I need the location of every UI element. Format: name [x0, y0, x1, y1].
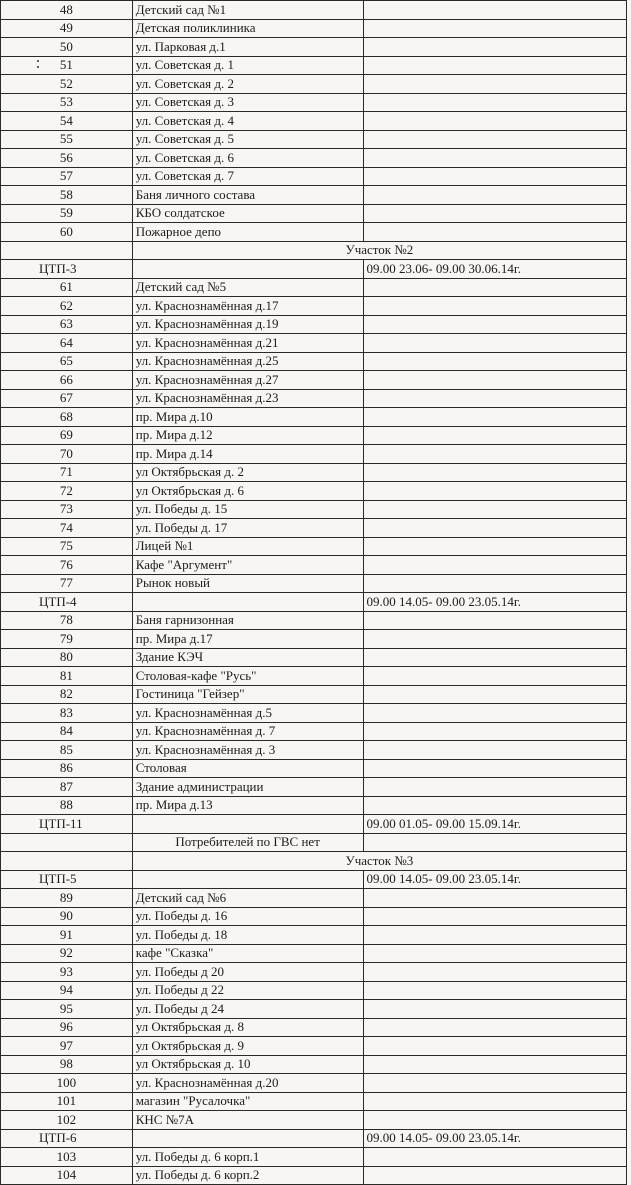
- station-blank-cell: [132, 260, 363, 279]
- row-number-cell: 55: [1, 130, 133, 149]
- consumer-name-cell: ул Октябрьская д. 6: [132, 482, 363, 501]
- table-row: [1, 297, 627, 316]
- outage-period-cell: 09.00 14.05- 09.00 23.05.14г.: [363, 1129, 626, 1148]
- table-row: [1, 981, 627, 1000]
- period-cell: [363, 574, 626, 593]
- period-cell: [363, 981, 626, 1000]
- consumer-name-cell: ул. Краснознамённая д. 7: [132, 722, 363, 741]
- period-cell: [363, 297, 626, 316]
- row-number-cell: 69: [1, 426, 133, 445]
- scan-speck: [37, 66, 39, 68]
- consumer-name-cell: кафе "Сказка": [132, 944, 363, 963]
- table-row: [1, 741, 627, 760]
- row-number-cell: 73: [1, 500, 133, 519]
- row-number-cell: 97: [1, 1037, 133, 1056]
- table-row: [1, 815, 627, 834]
- row-number-cell: 79: [1, 630, 133, 649]
- row-number-cell: 52: [1, 75, 133, 94]
- consumer-name-cell: Здание администрации: [132, 778, 363, 797]
- outage-period-cell: 09.00 14.05- 09.00 23.05.14г.: [363, 870, 626, 889]
- row-number-cell: 96: [1, 1018, 133, 1037]
- period-cell: [363, 223, 626, 242]
- table-row: [1, 389, 627, 408]
- table-row: [1, 1166, 627, 1185]
- outage-period-cell: 09.00 23.06- 09.00 30.06.14г.: [363, 260, 626, 279]
- table-row: [1, 186, 627, 205]
- table-row: [1, 352, 627, 371]
- period-cell: [363, 963, 626, 982]
- consumer-name-cell: ул. Советская д. 6: [132, 149, 363, 168]
- table-row: [1, 574, 627, 593]
- period-cell: [363, 167, 626, 186]
- table-row: [1, 445, 627, 464]
- row-number-cell: 49: [1, 19, 133, 38]
- consumer-name-cell: КБО солдатское: [132, 204, 363, 223]
- consumer-name-cell: ул Октябрьская д. 10: [132, 1055, 363, 1074]
- consumer-name-cell: ул. Победы д. 17: [132, 519, 363, 538]
- row-number-cell: 70: [1, 445, 133, 464]
- consumer-name-cell: ул. Советская д. 2: [132, 75, 363, 94]
- station-blank-cell: [132, 870, 363, 889]
- table-row: [1, 704, 627, 723]
- table-row: [1, 833, 627, 852]
- row-number-cell: 62: [1, 297, 133, 316]
- period-cell: [363, 19, 626, 38]
- consumer-name-cell: пр. Мира д.17: [132, 630, 363, 649]
- table-row: [1, 56, 627, 75]
- station-label-cell: ЦТП-11: [1, 815, 133, 834]
- consumer-name-cell: магазин "Русалочка": [132, 1092, 363, 1111]
- table-row: [1, 1037, 627, 1056]
- table-row: [1, 223, 627, 242]
- row-number-cell: 59: [1, 204, 133, 223]
- period-cell: [363, 796, 626, 815]
- row-number-cell: 101: [1, 1092, 133, 1111]
- period-cell: [363, 1148, 626, 1167]
- consumer-name-cell: ул. Победы д 22: [132, 981, 363, 1000]
- row-number-cell: 102: [1, 1111, 133, 1130]
- row-number-cell: 74: [1, 519, 133, 538]
- period-cell: [363, 56, 626, 75]
- row-number-cell: 51: [1, 56, 133, 75]
- row-number-cell: 53: [1, 93, 133, 112]
- consumer-name-cell: ул. Краснознамённая д.5: [132, 704, 363, 723]
- period-cell: [363, 704, 626, 723]
- row-number-cell: 84: [1, 722, 133, 741]
- table-row: [1, 500, 627, 519]
- period-cell: [363, 722, 626, 741]
- table-row: [1, 241, 627, 260]
- period-cell: [363, 907, 626, 926]
- row-number-cell: 67: [1, 389, 133, 408]
- section-title-cell: Участок №3: [132, 852, 626, 871]
- station-label-cell: ЦТП-4: [1, 593, 133, 612]
- table-row: [1, 1000, 627, 1019]
- consumer-name-cell: ул. Победы д. 16: [132, 907, 363, 926]
- table-row: [1, 1092, 627, 1111]
- period-cell: [363, 1166, 626, 1185]
- section-title-cell: Участок №2: [132, 241, 626, 260]
- consumer-name-cell: ул Октябрьская д. 8: [132, 1018, 363, 1037]
- table-row: [1, 926, 627, 945]
- period-cell: [363, 778, 626, 797]
- row-number-cell: 103: [1, 1148, 133, 1167]
- row-number-cell: 87: [1, 778, 133, 797]
- period-cell: [363, 75, 626, 94]
- row-number-cell: 56: [1, 149, 133, 168]
- consumer-name-cell: Баня личного состава: [132, 186, 363, 205]
- period-cell: [363, 537, 626, 556]
- table-row: [1, 667, 627, 686]
- table-row: [1, 204, 627, 223]
- consumer-name-cell: ул. Краснознамённая д.19: [132, 315, 363, 334]
- consumer-name-cell: ул. Победы д 24: [132, 1000, 363, 1019]
- row-number-cell: 93: [1, 963, 133, 982]
- table-row: [1, 1129, 627, 1148]
- period-cell: [363, 352, 626, 371]
- period-cell: [363, 389, 626, 408]
- row-number-cell: 78: [1, 611, 133, 630]
- table-row: [1, 722, 627, 741]
- consumer-name-cell: Лицей №1: [132, 537, 363, 556]
- row-number-cell: 82: [1, 685, 133, 704]
- row-number-cell: 54: [1, 112, 133, 131]
- table-row: [1, 796, 627, 815]
- period-cell: [363, 685, 626, 704]
- table-row: [1, 759, 627, 778]
- period-cell: [363, 1111, 626, 1130]
- row-number-cell: 90: [1, 907, 133, 926]
- consumer-name-cell: Кафе "Аргумент": [132, 556, 363, 575]
- table-row: [1, 278, 627, 297]
- scan-speck: [37, 60, 39, 62]
- station-label-cell: ЦТП-6: [1, 1129, 133, 1148]
- table-row: [1, 648, 627, 667]
- consumer-name-cell: Детский сад №5: [132, 278, 363, 297]
- table-row: [1, 93, 627, 112]
- table-row: [1, 907, 627, 926]
- row-number-cell: 91: [1, 926, 133, 945]
- row-number-cell: 89: [1, 889, 133, 908]
- row-number-cell: 92: [1, 944, 133, 963]
- table-row: [1, 611, 627, 630]
- period-cell: [363, 38, 626, 57]
- table-row: [1, 19, 627, 38]
- consumer-name-cell: ул. Победы д. 18: [132, 926, 363, 945]
- consumer-name-cell: КНС №7А: [132, 1111, 363, 1130]
- note-cell: Потребителей по ГВС нет: [132, 833, 363, 852]
- period-cell: [363, 926, 626, 945]
- period-cell: [363, 556, 626, 575]
- consumer-name-cell: ул. Парковая д.1: [132, 38, 363, 57]
- row-number-cell: 71: [1, 463, 133, 482]
- period-cell: [363, 741, 626, 760]
- table-row: [1, 75, 627, 94]
- consumer-name-cell: ул. Победы д. 15: [132, 500, 363, 519]
- period-cell: [363, 315, 626, 334]
- table-row: [1, 482, 627, 501]
- row-number-cell: 72: [1, 482, 133, 501]
- row-number-cell: 95: [1, 1000, 133, 1019]
- period-cell: [363, 93, 626, 112]
- consumer-name-cell: ул Октябрьская д. 9: [132, 1037, 363, 1056]
- consumer-name-cell: пр. Мира д.10: [132, 408, 363, 427]
- period-cell: [363, 204, 626, 223]
- row-number-cell: 63: [1, 315, 133, 334]
- period-cell: [363, 944, 626, 963]
- period-cell: [363, 149, 626, 168]
- table-row: [1, 38, 627, 57]
- table-row: [1, 167, 627, 186]
- row-number-cell: 98: [1, 1055, 133, 1074]
- station-blank-cell: [132, 593, 363, 612]
- consumer-name-cell: ул. Краснознамённая д.23: [132, 389, 363, 408]
- consumer-name-cell: Баня гарнизонная: [132, 611, 363, 630]
- consumer-name-cell: Детская поликлиника: [132, 19, 363, 38]
- consumer-name-cell: ул Октябрьская д. 2: [132, 463, 363, 482]
- row-number-cell: 65: [1, 352, 133, 371]
- row-number-cell: 60: [1, 223, 133, 242]
- table-row: [1, 315, 627, 334]
- consumer-name-cell: Здание КЭЧ: [132, 648, 363, 667]
- consumer-name-cell: ул. Советская д. 7: [132, 167, 363, 186]
- consumer-name-cell: ул. Краснознамённая д.25: [132, 352, 363, 371]
- period-cell: [363, 1018, 626, 1037]
- table-row: [1, 685, 627, 704]
- consumer-name-cell: ул. Советская д. 3: [132, 93, 363, 112]
- table-row: [1, 963, 627, 982]
- period-cell: [363, 630, 626, 649]
- row-number-cell: 86: [1, 759, 133, 778]
- period-cell: [363, 1037, 626, 1056]
- consumer-name-cell: пр. Мира д.14: [132, 445, 363, 464]
- row-number-cell: 61: [1, 278, 133, 297]
- row-number-cell: 57: [1, 167, 133, 186]
- table-row: [1, 852, 627, 871]
- table-row: [1, 426, 627, 445]
- row-number-cell: 64: [1, 334, 133, 353]
- table-row: [1, 778, 627, 797]
- table-row: [1, 870, 627, 889]
- period-cell: [363, 130, 626, 149]
- period-cell: [363, 519, 626, 538]
- row-number-cell: 66: [1, 371, 133, 390]
- period-cell: [363, 445, 626, 464]
- table-row: [1, 1111, 627, 1130]
- consumer-name-cell: Рынок новый: [132, 574, 363, 593]
- row-number-cell: 81: [1, 667, 133, 686]
- station-label-cell: ЦТП-3: [1, 260, 133, 279]
- period-cell: [363, 278, 626, 297]
- consumer-name-cell: ул. Советская д. 5: [132, 130, 363, 149]
- consumer-name-cell: ул. Советская д. 1: [132, 56, 363, 75]
- outage-period-cell: 09.00 14.05- 09.00 23.05.14г.: [363, 593, 626, 612]
- period-cell: [363, 112, 626, 131]
- table-row: [1, 463, 627, 482]
- table-row: [1, 260, 627, 279]
- station-blank-cell: [132, 815, 363, 834]
- row-number-cell: 77: [1, 574, 133, 593]
- table-row: [1, 1, 627, 20]
- consumer-name-cell: Детский сад №1: [132, 1, 363, 20]
- consumer-name-cell: ул. Краснознамённая д.17: [132, 297, 363, 316]
- row-number-cell: 75: [1, 537, 133, 556]
- table-row: [1, 519, 627, 538]
- table-row: [1, 408, 627, 427]
- row-number-cell: 58: [1, 186, 133, 205]
- row-number-cell: 48: [1, 1, 133, 20]
- table-row: [1, 130, 627, 149]
- row-number-cell: 100: [1, 1074, 133, 1093]
- table-body: [1, 1, 627, 1185]
- table-row: [1, 889, 627, 908]
- table-row: [1, 1148, 627, 1167]
- consumer-name-cell: ул. Краснознамённая д.21: [132, 334, 363, 353]
- period-cell: [363, 334, 626, 353]
- period-cell: [363, 426, 626, 445]
- period-cell: [363, 1000, 626, 1019]
- row-number-cell: 76: [1, 556, 133, 575]
- blank-cell: [1, 852, 133, 871]
- table-row: [1, 1018, 627, 1037]
- period-cell: [363, 1092, 626, 1111]
- row-number-cell: 88: [1, 796, 133, 815]
- row-number-cell: 80: [1, 648, 133, 667]
- consumer-name-cell: ул. Победы д 20: [132, 963, 363, 982]
- consumer-name-cell: ул. Победы д. 6 корп.1: [132, 1148, 363, 1167]
- period-cell: [363, 1074, 626, 1093]
- consumer-name-cell: Детский сад №6: [132, 889, 363, 908]
- outage-period-cell: 09.00 01.05- 09.00 15.09.14г.: [363, 815, 626, 834]
- period-cell: [363, 463, 626, 482]
- blank-cell: [1, 241, 133, 260]
- row-number-cell: 94: [1, 981, 133, 1000]
- row-number-cell: 83: [1, 704, 133, 723]
- period-cell: [363, 648, 626, 667]
- table-row: [1, 537, 627, 556]
- period-cell: [363, 500, 626, 519]
- consumer-name-cell: ул. Краснознамённая д.20: [132, 1074, 363, 1093]
- table-row: [1, 944, 627, 963]
- consumer-name-cell: Гостиница "Гейзер": [132, 685, 363, 704]
- station-label-cell: ЦТП-5: [1, 870, 133, 889]
- blank-cell: [1, 833, 133, 852]
- consumer-name-cell: ул. Победы д. 6 корп.2: [132, 1166, 363, 1185]
- period-cell: [363, 408, 626, 427]
- table-row: [1, 593, 627, 612]
- period-cell: [363, 889, 626, 908]
- period-cell: [363, 482, 626, 501]
- row-number-cell: 68: [1, 408, 133, 427]
- consumer-name-cell: пр. Мира д.13: [132, 796, 363, 815]
- period-cell: [363, 611, 626, 630]
- consumer-name-cell: ул. Краснознамённая д.27: [132, 371, 363, 390]
- period-cell: [363, 1055, 626, 1074]
- consumer-name-cell: ул. Краснознамённая д. 3: [132, 741, 363, 760]
- consumer-name-cell: Пожарное депо: [132, 223, 363, 242]
- table-row: [1, 149, 627, 168]
- table-row: [1, 1074, 627, 1093]
- table-row: [1, 112, 627, 131]
- period-cell: [363, 759, 626, 778]
- period-cell: [363, 667, 626, 686]
- period-cell: [363, 1, 626, 20]
- station-blank-cell: [132, 1129, 363, 1148]
- consumer-name-cell: пр. Мира д.12: [132, 426, 363, 445]
- row-number-cell: 50: [1, 38, 133, 57]
- consumer-name-cell: Столовая-кафе "Русь": [132, 667, 363, 686]
- row-number-cell: 104: [1, 1166, 133, 1185]
- period-cell: [363, 833, 626, 852]
- table-row: [1, 556, 627, 575]
- consumer-name-cell: ул. Советская д. 4: [132, 112, 363, 131]
- period-cell: [363, 186, 626, 205]
- consumer-name-cell: Столовая: [132, 759, 363, 778]
- table-row: [1, 334, 627, 353]
- period-cell: [363, 371, 626, 390]
- table-row: [1, 371, 627, 390]
- row-number-cell: 85: [1, 741, 133, 760]
- table-row: [1, 1055, 627, 1074]
- table-row: [1, 630, 627, 649]
